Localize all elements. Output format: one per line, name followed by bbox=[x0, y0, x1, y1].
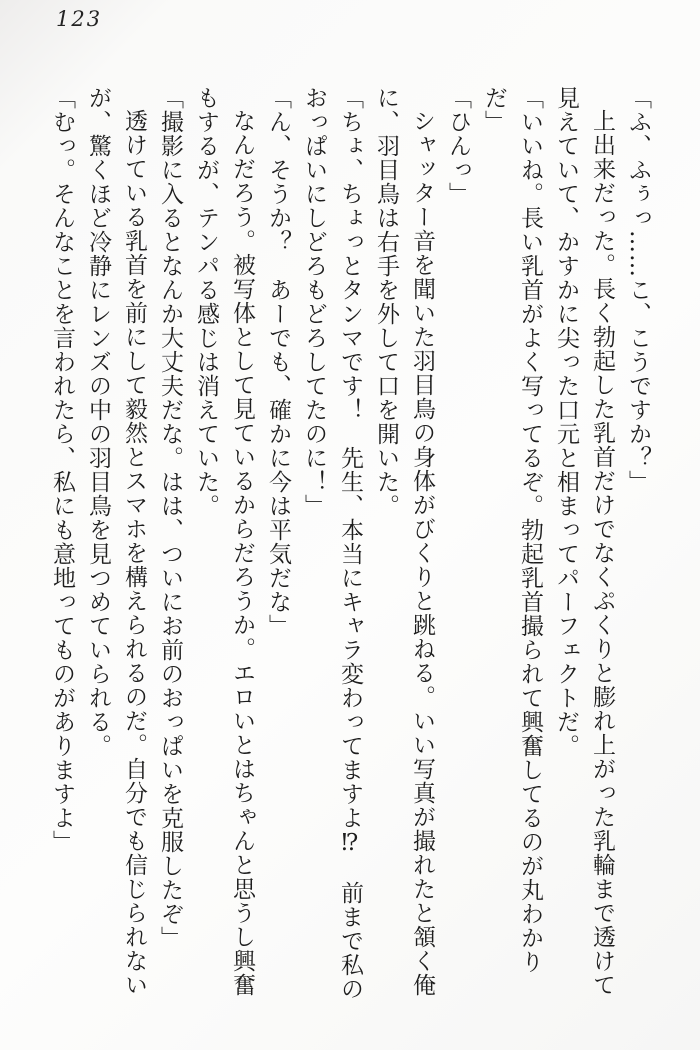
paragraph-2: 上出来だった。長く勃起した乳首だけでなくぷくりと膨れ上がった乳輪まで透けて見えていて、かすかに尖った口元と相まってパーフェクトだ。 bbox=[553, 86, 615, 997]
paragraph-5: シャッター音を聞いた羽目鳥の身体がびくりと跳ねる。いい写真が撮れたと頷く俺に、羽目鳥は右手を外して口を開いた。 bbox=[373, 86, 435, 997]
page-number: 123 bbox=[56, 7, 103, 31]
paragraph-4: 「ひんっ」 bbox=[445, 86, 471, 206]
paragraph-7: 「ん、そうか？ あーでも、確かに今は平気だな」 bbox=[265, 86, 291, 638]
paragraph-1: 「ふ、ふぅっ……こ、こうですか？」 bbox=[625, 86, 651, 494]
paragraph-3: 「いいね。長い乳首がよく写ってるぞ。勃起乳首撮られて興奮してるのが丸わかりだ」 bbox=[481, 86, 543, 974]
paragraph-10: 透けている乳首を前にして毅然とスマホを構えられるのだ。自分でも信じられないが、驚くほど冷静にレンズの中の羽目鳥を見つめていられる。 bbox=[85, 86, 147, 997]
paragraph-8: なんだろう。被写体として見ているからだろうか。エロいとはちゃんと思うし興奮もするが、テンパる感じは消えていた。 bbox=[193, 86, 255, 997]
body-text bbox=[44, 86, 656, 1001]
paragraph-9: 「撮影に入るとなんか大丈夫だな。はは、ついにお前のおっぱいを克服したぞ」 bbox=[157, 86, 183, 950]
paragraph-6: 「ちょ、ちょっとタンマです！ 先生、本当にキャラ変わってますよ⁉ 前まで私のおっぱいにしどろもどろしてたのに！」 bbox=[301, 86, 363, 1001]
paragraph-11: 「むっ。そんなことを言われたら、私にも意地ってものがありますよ」 bbox=[49, 86, 75, 854]
